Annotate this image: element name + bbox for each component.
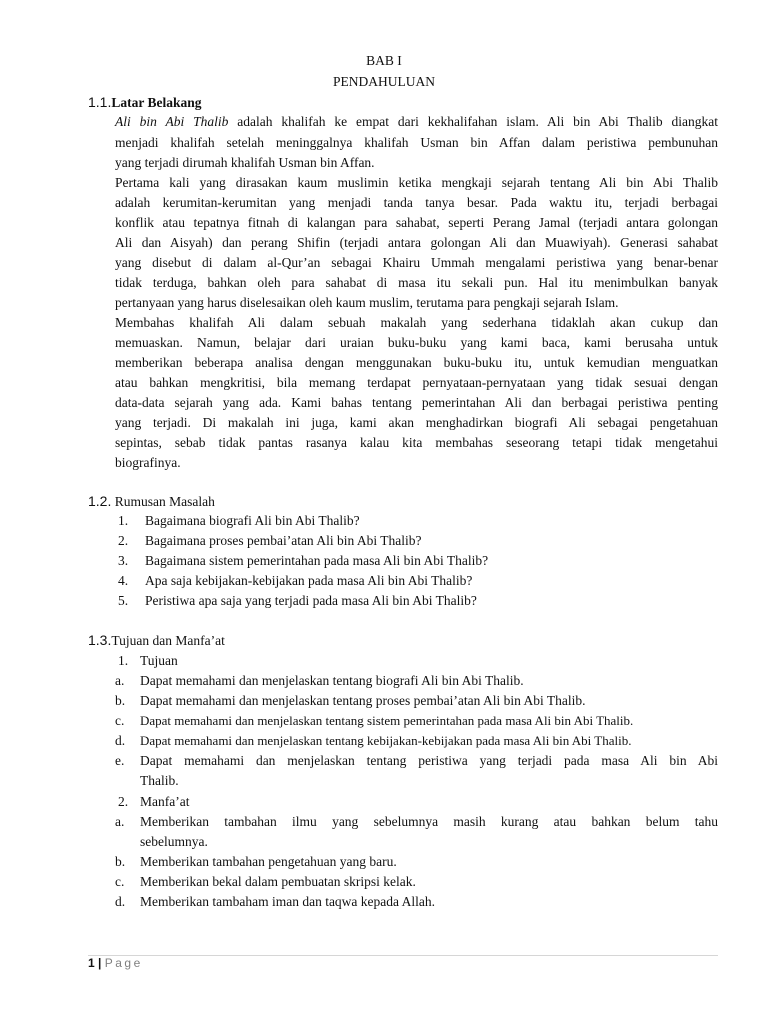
- list-item: 1.: [118, 513, 129, 528]
- paragraph-line: biografinya.: [115, 455, 181, 470]
- section-title: Latar Belakang: [111, 95, 202, 110]
- paragraph-line: memberikan beberapa analisa dengan menggunakan buku-buku itu, untuk kemudian menguatkan: [115, 355, 718, 370]
- list-marker: e.: [115, 753, 125, 768]
- paragraph-line: tidak terduga, bahkan oleh para sahabat di masa itu sekali pun. Hal itu menimbulkan banyak: [115, 275, 718, 290]
- footer-separator: |: [98, 956, 102, 970]
- paragraph-line: adalah kerumitan-kerumitan yang menjadi tanda tanya besar. Pada waktu itu, terjadi berbagai: [115, 195, 718, 210]
- list-marker: c.: [115, 874, 125, 889]
- list-item: 2.: [118, 533, 129, 548]
- section-heading-1-1: [88, 94, 202, 111]
- page-footer: [88, 956, 143, 970]
- page-label: Page: [104, 956, 143, 970]
- paragraph-line: data-data sejarah yang ada. Kami bahas tentang pemerintahan Ali dan berbagai peristiwa penting: [115, 395, 718, 410]
- list-item-text: Memberikan tambaham iman dan taqwa kepada Allah.: [140, 894, 436, 909]
- paragraph-line: pertanyaan yang harus diselesaikan oleh kaum muslim, terutama para pengkaji sejarah Islam.: [115, 295, 619, 310]
- list-item: 5.: [118, 593, 129, 608]
- paragraph-line: menjadi khalifah setelah meninggalnya khalifah Usman bin Affan dalam peristiwa pembunuhan: [115, 135, 718, 150]
- subsection-label: Tujuan: [140, 653, 178, 668]
- subsection-label: Manfa’at: [140, 794, 190, 809]
- list-item-text: Memberikan tambahan pengetahuan yang baru.: [140, 854, 397, 869]
- list-item-text: Apa saja kebijakan-kebijakan pada masa Ali bin Abi Thalib?: [145, 573, 473, 588]
- list-marker: d.: [115, 894, 126, 909]
- paragraph-line: atau bahkan mengkritisi, bila memang terdapat pernyataan-pernyataan yang tidak sesuai dengan: [115, 375, 718, 390]
- list-item-text: Dapat memahami dan menjelaskan tentang sistem pemerintahan pada masa Ali bin Abi Thalib.: [140, 713, 634, 728]
- italic-name: Ali bin Abi Thalib: [115, 114, 229, 129]
- list-item-text: Peristiwa apa saja yang terjadi pada masa Ali bin Abi Thalib?: [145, 593, 477, 608]
- paragraph-line: yang disebut di dalam al-Qur’an sebagai Khairu Ummah mengalami peristiwa yang benar-benar: [115, 255, 718, 270]
- section-number: 1.3.: [88, 632, 112, 648]
- paragraph-line: Membahas khalifah Ali dalam sebuah makalah yang sederhana tidaklah akan cukup dan: [115, 315, 718, 330]
- section-title: Rumusan Masalah: [114, 494, 215, 509]
- section-heading-1-3: [88, 632, 225, 649]
- list-item-continuation: Thalib.: [140, 773, 179, 788]
- list-item-text: Bagaimana biografi Ali bin Abi Thalib?: [145, 513, 360, 528]
- section-heading-1-2: [88, 493, 215, 510]
- page-number: 1: [88, 956, 95, 970]
- list-item-text: Bagaimana sistem pemerintahan pada masa Ali bin Abi Thalib?: [145, 553, 489, 568]
- chapter-label: BAB I: [366, 53, 402, 68]
- paragraph-line: yang terjadi dirumah khalifah Usman bin Affan.: [115, 155, 375, 170]
- paragraph-line: sepintas, sebab tidak pantas rasanya kalau kita membahas seseorang tetapi tidak mengetahui: [115, 435, 718, 450]
- list-item-text: Dapat memahami dan menjelaskan tentang kebijakan-kebijakan pada masa Ali bin Abi Thalib.: [140, 733, 632, 748]
- list-item-continuation: sebelumnya.: [140, 834, 208, 849]
- section-title: Tujuan dan Manfa’at: [111, 633, 225, 648]
- list-item-text: Memberikan tambahan ilmu yang sebelumnya masih kurang atau bahkan belum tahu: [140, 814, 718, 829]
- list-item-text: Dapat memahami dan menjelaskan tentang biografi Ali bin Abi Thalib.: [140, 673, 524, 688]
- list-marker: a.: [115, 814, 125, 829]
- list-item: 3.: [118, 553, 129, 568]
- list-marker: b.: [115, 854, 126, 869]
- list-marker: d.: [115, 733, 126, 748]
- list-item-text: Bagaimana proses pembai’atan Ali bin Abi Thalib?: [145, 533, 422, 548]
- paragraph-line: yang terjadi. Di makalah ini juga, kami akan menghadirkan biografi Ali sebagai pengetahuan: [115, 415, 718, 430]
- section-number: 1.2.: [88, 493, 112, 509]
- paragraph-line: Pertama kali yang dirasakan kaum muslimin ketika mengkaji sejarah tentang Ali bin Abi Thalib: [115, 175, 718, 190]
- chapter-title: PENDAHULUAN: [333, 74, 435, 89]
- list-item-text: Dapat memahami dan menjelaskan tentang proses pembai’atan Ali bin Abi Thalib.: [140, 693, 586, 708]
- list-item: 4.: [118, 573, 129, 588]
- paragraph-line: Ali dan Aisyah) dan perang Shifin (terjadi antara golongan Ali dan Muawiyah). Generasi sahabat: [115, 235, 718, 250]
- footer-rule: [88, 955, 718, 956]
- paragraph-line: memuaskan. Namun, belajar dari uraian buku-buku yang kami baca, kami berusaha untuk: [115, 335, 718, 350]
- subsection-number: 1.: [118, 653, 129, 668]
- list-marker: b.: [115, 693, 126, 708]
- list-item-text: Memberikan bekal dalam pembuatan skripsi kelak.: [140, 874, 416, 889]
- list-item-text: Dapat memahami dan menjelaskan tentang peristiwa yang terjadi pada masa Ali bin Abi: [140, 753, 718, 768]
- subsection-number: 2.: [118, 794, 129, 809]
- list-marker: a.: [115, 673, 125, 688]
- list-marker: c.: [115, 713, 125, 728]
- paragraph-line: konflik atau tepatnya fitnah di kalangan para sahabat, seperti Perang Jamal (terjadi antara golongan: [115, 215, 718, 230]
- section-number: 1.1.: [88, 94, 112, 110]
- paragraph-line: Ali bin Abi Thalib adalah khalifah ke empat dari kekhalifahan islam. Ali bin Abi Thalib diangkat: [115, 114, 718, 129]
